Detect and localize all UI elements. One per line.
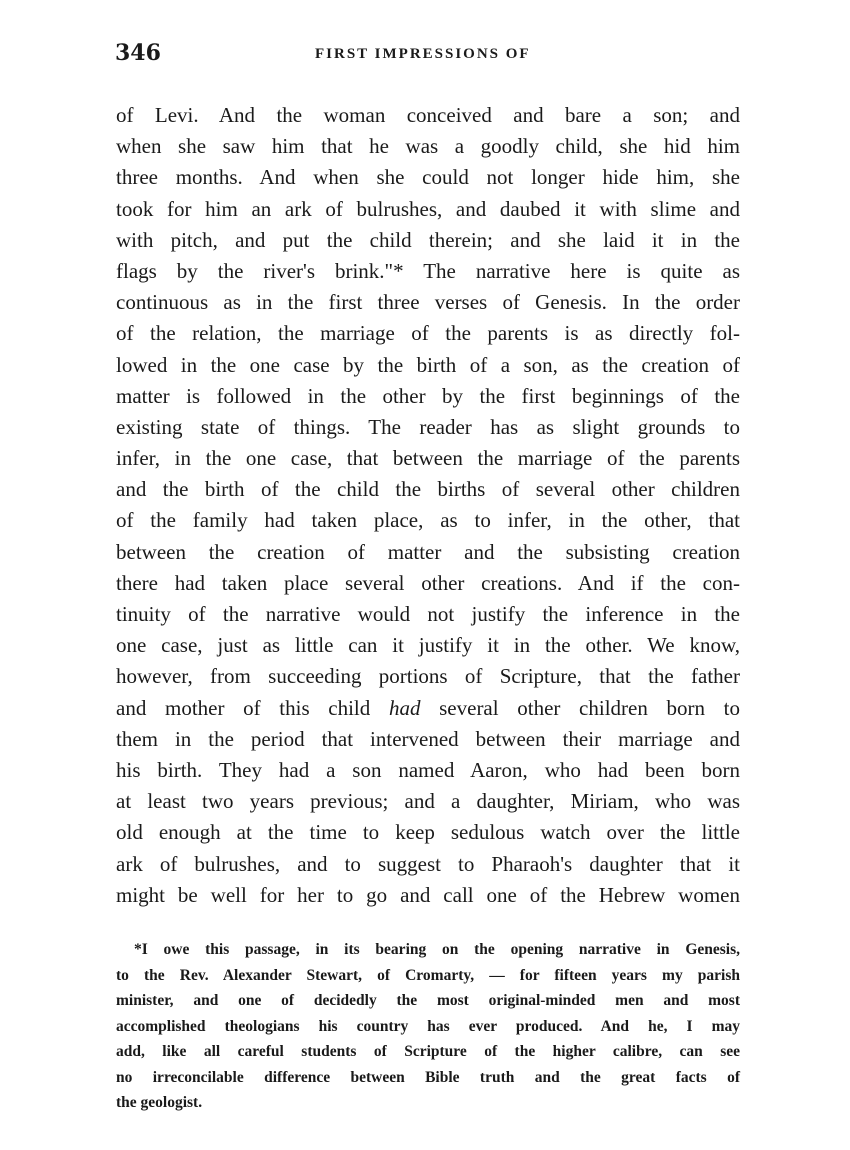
text-line: at least two years previous; and a daughter, Miriam, who was xyxy=(116,789,740,814)
text-line: three months. And when she could not longer hide him, she xyxy=(116,165,740,190)
text-line: tinuity of the narrative would not justify the inference in the xyxy=(116,602,740,626)
text-line: with pitch, and put the child therein; and she laid it in the xyxy=(116,227,740,252)
text-line: lowed in the one case by the birth of a son, as the creation of xyxy=(116,352,740,377)
text-line: when she saw him that he was a goodly child, she hid him xyxy=(116,134,740,159)
footnote xyxy=(116,937,740,1116)
text-line: them in the period that intervened between their marriage and xyxy=(116,726,740,751)
page-number: 346 xyxy=(115,40,161,66)
text-line: of Levi. And the woman conceived and bare a son; and xyxy=(116,103,740,127)
footnote-line: accomplished theologians his country has ever produced. And he, I may xyxy=(116,1017,740,1035)
text-line: might be well for her to go and call one of the Hebrew women xyxy=(116,882,740,907)
footnote-line: the geologist. xyxy=(116,1094,203,1111)
text-line: old enough at the time to keep sedulous watch over the little xyxy=(116,820,740,845)
footnote-line: minister, and one of decidedly the most original-minded men and most xyxy=(116,992,740,1009)
text-segment: several other children born to xyxy=(439,695,741,720)
footnote-line: no irreconcilable difference between Bible truth and the great facts of xyxy=(116,1068,740,1086)
text-line: existing state of things. The reader has as slight grounds to xyxy=(116,414,740,439)
text-line: matter is followed in the other by the first beginnings of the xyxy=(116,383,740,408)
text-line: however, from succeeding portions of Scripture, that the father xyxy=(116,664,740,689)
footnote-line: add, like all careful students of Scripture of the higher calibre, can see xyxy=(116,1043,740,1060)
text-line: infer, in the one case, that between the marriage of the parents xyxy=(116,446,740,471)
footnote-line: *I owe this passage, in its bearing on the opening narrative in Genesis, xyxy=(134,941,740,958)
text-line: his birth. They had a son named Aaron, who had been born xyxy=(116,757,740,782)
text-line: continuous as in the first three verses of Genesis. In the order xyxy=(116,290,740,315)
text-line: of the relation, the marriage of the parents is as directly fol- xyxy=(116,321,740,346)
text-line: and the birth of the child the births of several other children xyxy=(116,477,740,502)
emphasized-word: had xyxy=(388,695,421,720)
body-text xyxy=(116,100,740,911)
footnote-line: to the Rev. Alexander Stewart, of Cromarty, — for fifteen years my parish xyxy=(116,966,740,984)
text-line: flags by the river's brink."* The narrative here is quite as xyxy=(116,258,740,283)
text-segment: and mother of this child xyxy=(116,695,371,720)
text-line-with-emphasis xyxy=(116,693,740,724)
text-line: there had taken place several other creations. And if the con- xyxy=(116,570,740,595)
text-line: of the family had taken place, as to infer, in the other, that xyxy=(116,508,740,533)
text-line: took for him an ark of bulrushes, and daubed it with slime and xyxy=(116,196,740,221)
text-line: between the creation of matter and the subsisting creation xyxy=(116,539,740,564)
running-head xyxy=(115,40,740,72)
running-title: FIRST IMPRESSIONS OF xyxy=(315,46,531,62)
text-line: ark of bulrushes, and to suggest to Pharaoh's daughter that it xyxy=(116,851,740,876)
text-line: one case, just as little can it justify it in the other. We know, xyxy=(116,633,740,658)
